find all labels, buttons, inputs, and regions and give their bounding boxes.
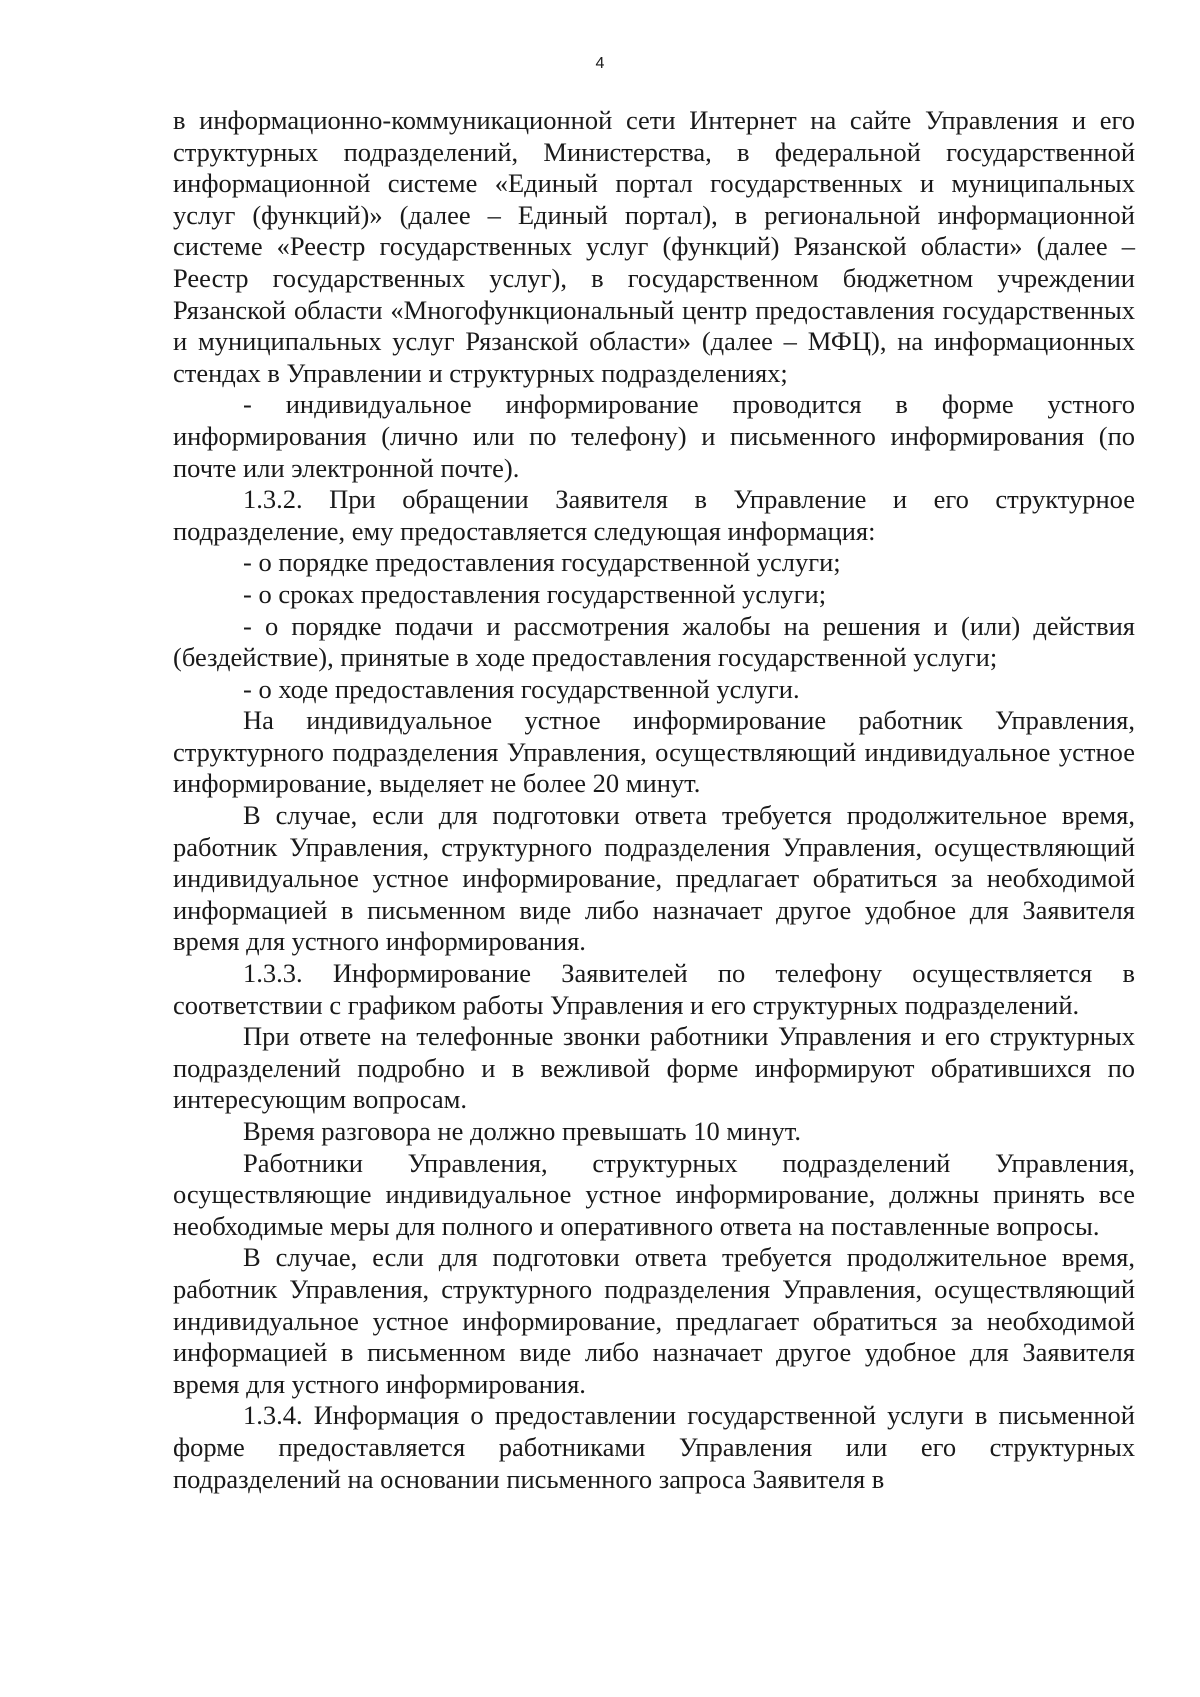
paragraph: - индивидуальное информирование проводится в форме устного информирования (лично или по телефону) и письменного информирования (по почте или электронной почте).: [173, 389, 1135, 483]
paragraph: 1.3.3. Информирование Заявителей по телефону осуществляется в соответствии с графиком работы Управления и его структурных подразделений.: [173, 958, 1135, 1020]
paragraph: Время разговора не должно превышать 10 минут.: [243, 1116, 801, 1146]
paragraph: - о сроках предоставления государственной услуги;: [243, 578, 827, 609]
paragraph: в информационно-коммуникационной сети Интернет на сайте Управления и его структурных подразделений, Министерства, в федеральной государственной информационной системе «Единый портал государственных и муниципальных услуг (функций)» (далее – Единый портал), в региональной информационной системе «Реестр государственных услуг (функций) Рязанской области» (далее – Реестр государственных услуг), в государственном бюджетном учреждении Рязанской области «Многофункциональный центр предоставления государственных и муниципальных услуг Рязанской области» (далее – МФЦ), на информационных стендах в Управлении и структурных подразделениях;: [173, 105, 1135, 388]
paragraph: При ответе на телефонные звонки работники Управления и его структурных подразделений подробно и в вежливой форме информируют обратившихся по интересующим вопросам.: [173, 1021, 1135, 1115]
paragraph: 1.3.4. Информация о предоставлении государственной услуги в письменной форме предоставляется работниками Управления или его структурных подразделений на основании письменного запроса Заявителя в: [173, 1400, 1135, 1494]
paragraph: - о порядке подачи и рассмотрения жалобы на решения и (или) действия (бездействие), принятые в ходе предоставления государственной услуги;: [173, 610, 1135, 673]
document-body: [173, 105, 1135, 1495]
paragraph: - о ходе предоставления государственной услуги.: [243, 673, 800, 704]
paragraph: В случае, если для подготовки ответа требуется продолжительное время, работник Управления, структурного подразделения Управления, осуществляющий индивидуальное устное информирование, предлагает обратиться за необходимой информацией в письменном виде либо назначает другое удобное для Заявителя время для устного информирования.: [173, 1242, 1135, 1399]
paragraph: В случае, если для подготовки ответа требуется продолжительное время, работник Управления, структурного подразделения Управления, осуществляющий индивидуальное устное информирование, предлагает обратиться за необходимой информацией в письменном виде либо назначает другое удобное для Заявителя время для устного информирования.: [173, 800, 1135, 957]
paragraph: На индивидуальное устное информирование работник Управления, структурного подразделения Управления, осуществляющий индивидуальное устное информирование, выделяет не более 20 минут.: [173, 705, 1135, 799]
paragraph: Работники Управления, структурных подразделений Управления, осуществляющие индивидуальное устное информирование, должны принять все необходимые меры для полного и оперативного ответа на поставленные вопросы.: [173, 1147, 1135, 1241]
paragraph: - о порядке предоставления государственной услуги;: [243, 547, 841, 578]
paragraph: 1.3.2. При обращении Заявителя в Управление и его структурное подразделение, ему предоставляется следующая информация:: [173, 484, 1135, 546]
page-number: 4: [595, 55, 605, 72]
